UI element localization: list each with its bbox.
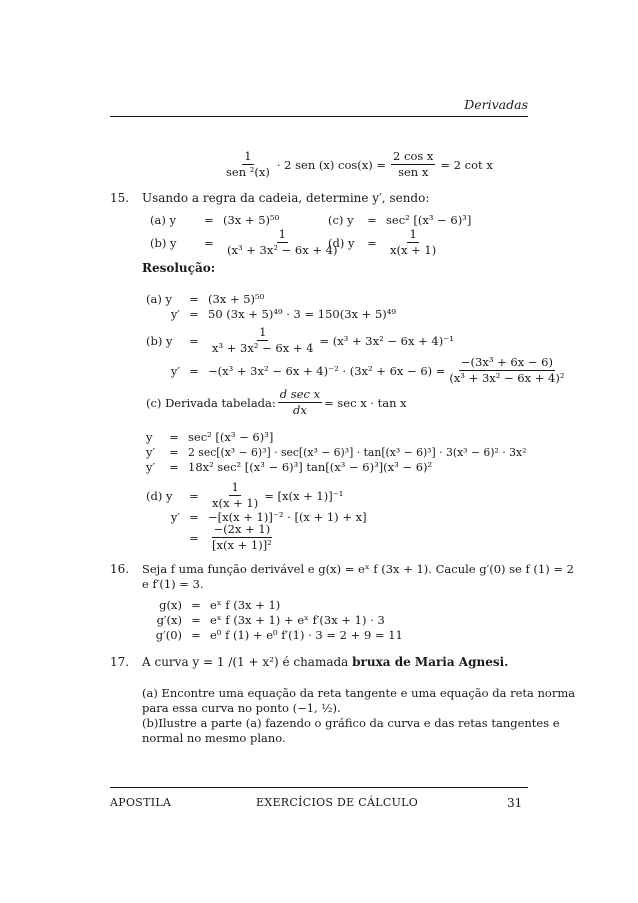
page-number: 31 bbox=[507, 796, 523, 810]
sol-b-line-1 bbox=[146, 326, 454, 355]
sol-c-l2-label: y′ bbox=[146, 445, 156, 459]
ex16-number: 16. bbox=[110, 562, 130, 576]
ex16-row-2 bbox=[146, 613, 385, 627]
ex16-statement bbox=[142, 562, 574, 591]
sol-c-line-2 bbox=[146, 445, 526, 460]
top-frac-2-num: 2 cos x bbox=[393, 149, 434, 163]
ex17-statement-pre: A curva y = 1 /(1 + x²) é chamada bbox=[142, 655, 353, 669]
sol-c-l1-eq: = bbox=[169, 430, 179, 444]
top-frac-2 bbox=[391, 150, 435, 179]
sol-c-frac bbox=[278, 388, 322, 417]
sol-d-l1-label: (d) y bbox=[146, 488, 173, 503]
sol-b-l1-rest: = (x³ + 3x² − 6x + 4)⁻¹ bbox=[319, 333, 454, 348]
ex16-r2-label: g′(x) bbox=[156, 613, 182, 627]
ex17-statement bbox=[142, 655, 508, 669]
ex15-resolucao: Resolução: bbox=[142, 261, 216, 275]
ex15-d-label: (d) y bbox=[328, 235, 355, 250]
sol-d-line-1 bbox=[146, 481, 343, 510]
sol-a-l1-expr: (3x + 5)⁵⁰ bbox=[208, 292, 265, 306]
ex15-item-b bbox=[150, 228, 341, 257]
sol-d-l1-eq: = bbox=[189, 488, 199, 503]
ex15-b-label: (b) y bbox=[150, 235, 177, 250]
top-frac-2-den: sen x bbox=[398, 165, 429, 179]
ex15-d-eq: = bbox=[367, 235, 377, 250]
top-frac-1-num: 1 bbox=[244, 149, 252, 163]
ex17-number: 17. bbox=[110, 655, 130, 669]
sol-a-line-1 bbox=[146, 292, 264, 306]
sol-c-l3-expr: 18x² sec² [(x³ − 6)³] tan[(x³ − 6)³](x³ − 6)² bbox=[188, 460, 433, 474]
sol-c-intro-text: (c) Derivada tabelada: bbox=[146, 395, 276, 410]
ex17-part-a bbox=[142, 686, 576, 715]
ex17-statement-bold: bruxa de Maria Agnesi. bbox=[352, 655, 509, 669]
ex17-part-b-line-2: normal no mesmo plano. bbox=[142, 730, 286, 745]
ex15-b-num: 1 bbox=[278, 227, 286, 241]
ex15-a-eq: = bbox=[204, 213, 214, 227]
sol-c-l2-expr: 2 sec[(x³ − 6)³] · sec[(x³ − 6)³] · tan[(x³ − 6)³] · 3(x³ − 6)² · 3x² bbox=[188, 446, 527, 459]
sol-c-intro bbox=[146, 388, 407, 417]
sol-c-den: dx bbox=[293, 403, 307, 417]
sol-b-l2-frac bbox=[447, 356, 566, 385]
sol-c-l1-expr: sec² [(x³ − 6)³] bbox=[188, 430, 274, 444]
sol-d-l1-num: 1 bbox=[231, 480, 239, 494]
ex15-c-eq: = bbox=[367, 213, 377, 227]
sol-a-line-2 bbox=[146, 307, 396, 321]
sol-b-l1-eq: = bbox=[189, 333, 199, 348]
ex15-d-num: 1 bbox=[409, 227, 417, 241]
sol-b-l2-num: −(3x³ + 6x − 6) bbox=[460, 355, 553, 369]
ex15-number: 15. bbox=[110, 191, 130, 205]
ex15-c-label: (c) y bbox=[328, 213, 354, 227]
ex16-r3-eq: = bbox=[191, 628, 201, 642]
sol-b-l2-expr: −(x³ + 3x² − 6x + 4)⁻² · (3x² + 6x − 6) = bbox=[208, 363, 446, 378]
sol-b-l2-label: y′ bbox=[170, 363, 180, 378]
ex15-statement: Usando a regra da cadeia, determine y′, sendo: bbox=[142, 191, 430, 205]
ex15-item-d bbox=[328, 228, 440, 257]
sol-d-l3-num: −(2x + 1) bbox=[213, 522, 271, 536]
sol-d-l3-den: [x(x + 1)]² bbox=[212, 538, 272, 552]
ex17-part-a-line-1: (a) Encontre uma equação da reta tangente e uma equação da reta norma bbox=[142, 686, 576, 700]
ex15-b-frac bbox=[225, 228, 339, 257]
ex15-b-den: (x³ + 3x² − 6x + 4) bbox=[227, 243, 338, 257]
sol-c-line-1 bbox=[146, 430, 273, 444]
sol-b-l2-den: (x³ + 3x² − 6x + 4)² bbox=[449, 371, 565, 385]
ex17-part-b-line-1: (b)Ilustre a parte (a) fazendo o gráfico da curva e das retas tangentes e bbox=[142, 716, 560, 730]
sol-d-l2-eq: = bbox=[189, 510, 199, 524]
sol-b-l1-den: x³ + 3x² − 6x + 4 bbox=[212, 341, 314, 355]
ex17-part-b bbox=[142, 716, 560, 745]
ex16-r1-expr: eˣ f (3x + 1) bbox=[210, 598, 281, 612]
sol-d-l2-label: y′ bbox=[170, 510, 180, 524]
sol-c-line-3 bbox=[146, 460, 432, 474]
sol-c-rest: = sec x · tan x bbox=[324, 395, 407, 410]
sol-d-l2-expr: −[x(x + 1)]⁻² · [(x + 1) + x] bbox=[208, 510, 367, 524]
sol-d-l3-eq: = bbox=[189, 530, 199, 545]
ex16-r2-expr: eˣ f (3x + 1) + eˣ f′(3x + 1) · 3 bbox=[210, 613, 385, 627]
sol-d-l1-den: x(x + 1) bbox=[212, 496, 259, 510]
ex15-a-expr: (3x + 5)⁵⁰ bbox=[223, 213, 280, 227]
ex15-a-label: (a) y bbox=[150, 213, 176, 227]
footer-center: EXERCÍCIOS DE CÁLCULO bbox=[256, 796, 419, 809]
ex15-item-c bbox=[328, 213, 471, 227]
ex15-b-eq: = bbox=[204, 235, 214, 250]
sol-c-l2-eq: = bbox=[169, 445, 179, 459]
ex16-r3-expr: e⁰ f (1) + e⁰ f′(1) · 3 = 2 + 9 = 11 bbox=[210, 628, 403, 642]
header-rule bbox=[110, 116, 528, 117]
ex16-row-1 bbox=[146, 598, 280, 612]
sol-b-l1-label: (b) y bbox=[146, 333, 173, 348]
ex16-r1-eq: = bbox=[191, 598, 201, 612]
sol-b-l2-eq: = bbox=[189, 363, 199, 378]
ex16-r2-eq: = bbox=[191, 613, 201, 627]
ex15-item-a bbox=[150, 213, 279, 227]
top-frac-1-den: sen ²(x) bbox=[226, 165, 270, 179]
sol-c-l3-eq: = bbox=[169, 460, 179, 474]
sol-d-l3-frac bbox=[210, 523, 274, 552]
ex17-part-a-line-2: para essa curva no ponto (−1, ½). bbox=[142, 700, 341, 715]
top-frac-1 bbox=[224, 150, 272, 179]
header-title: Derivadas bbox=[464, 97, 528, 112]
sol-b-l1-num: 1 bbox=[259, 325, 267, 339]
top-eq-middle: · 2 sen (x) cos(x) = bbox=[276, 157, 387, 172]
sol-a-l2-expr: 50 (3x + 5)⁴⁹ · 3 = 150(3x + 5)⁴⁹ bbox=[208, 307, 396, 321]
top-equation bbox=[222, 150, 493, 179]
sol-c-num: d sec x bbox=[279, 387, 321, 401]
sol-a-l2-eq: = bbox=[189, 307, 199, 321]
ex16-line-2: e f′(1) = 3. bbox=[142, 576, 204, 591]
sol-d-l1-frac bbox=[210, 481, 260, 510]
sol-d-l1-rest: = [x(x + 1)]⁻¹ bbox=[264, 488, 344, 503]
ex16-r3-label: g′(0) bbox=[155, 628, 182, 642]
sol-b-l1-frac bbox=[210, 326, 315, 355]
ex15-d-den: x(x + 1) bbox=[390, 243, 437, 257]
sol-a-l1-label: (a) y bbox=[146, 292, 172, 306]
sol-a-l1-eq: = bbox=[189, 292, 199, 306]
footer-left: APOSTILA bbox=[110, 796, 172, 809]
top-eq-result: = 2 cot x bbox=[440, 157, 493, 172]
sol-b-line-2 bbox=[146, 356, 568, 385]
sol-c-l3-label: y′ bbox=[146, 460, 156, 474]
ex15-d-frac bbox=[388, 228, 438, 257]
sol-d-line-3 bbox=[146, 523, 276, 552]
ex15-c-expr: sec² [(x³ − 6)³] bbox=[386, 213, 472, 227]
ex16-line-1: Seja f uma função derivável e g(x) = eˣ f (3x + 1). Cacule g′(0) se f (1) = 2 bbox=[142, 562, 574, 576]
footer-rule bbox=[110, 787, 528, 788]
ex16-row-3 bbox=[146, 628, 403, 642]
sol-a-l2-label: y′ bbox=[170, 307, 180, 321]
sol-c-l1-label: y bbox=[146, 430, 153, 444]
ex16-r1-label: g(x) bbox=[159, 598, 182, 612]
